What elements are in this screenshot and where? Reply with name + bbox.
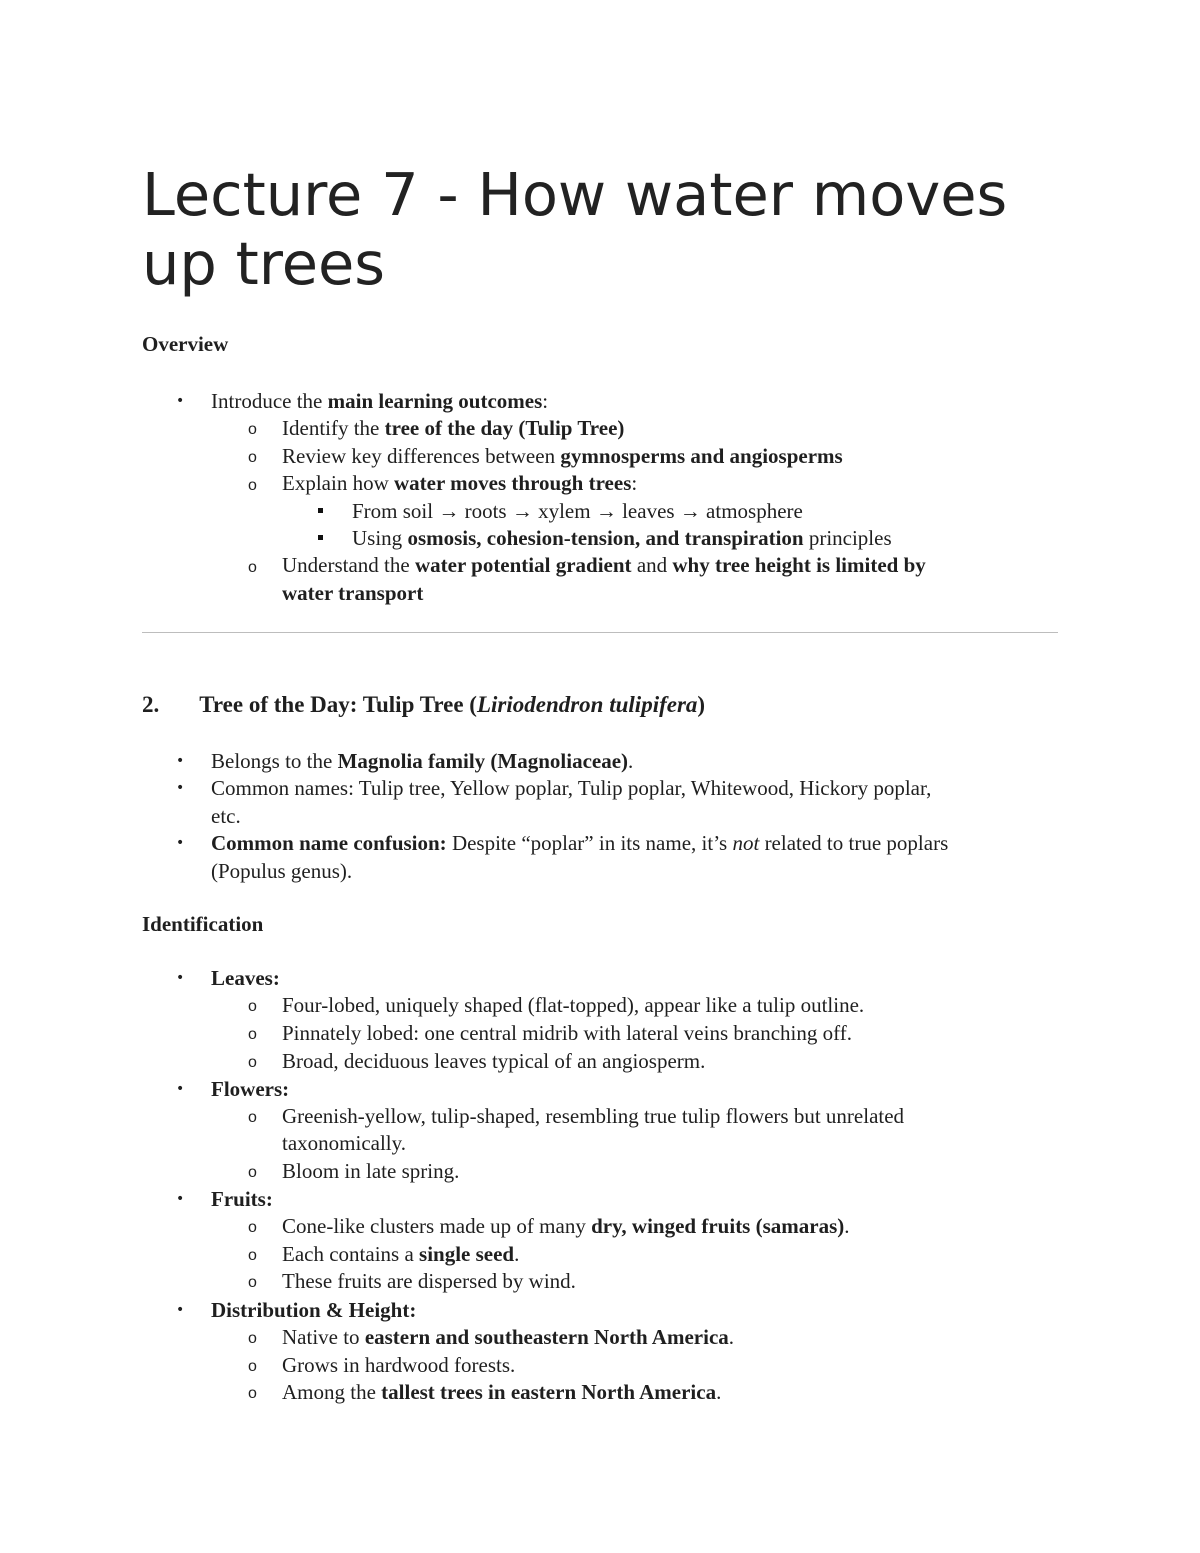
list-item-continuation: etc.: [211, 804, 241, 828]
list-item: Belongs to the Magnolia family (Magnoliaceae).: [211, 749, 634, 773]
list-item: Explain how water moves through trees:: [282, 471, 638, 495]
list-item: Bloom in late spring.: [282, 1159, 460, 1183]
list-item-continuation: taxonomically.: [282, 1131, 407, 1155]
list-item: Four-lobed, uniquely shaped (flat-topped), appear like a tulip outline.: [282, 993, 865, 1017]
list-item: Broad, deciduous leaves typical of an angiosperm.: [282, 1049, 706, 1073]
overview-heading: Overview: [142, 332, 229, 356]
list-item-continuation: (Populus genus).: [211, 859, 353, 883]
list-item: Grows in hardwood forests.: [282, 1353, 516, 1377]
identification-heading: Identification: [142, 912, 264, 936]
sub-bullet-icon: o: [248, 449, 257, 466]
sub-bullet-icon: o: [248, 1219, 257, 1236]
list-item: Using osmosis, cohesion-tension, and transpiration principles: [352, 526, 892, 550]
list-item: Greenish-yellow, tulip-shaped, resembling true tulip flowers but unrelated: [282, 1104, 905, 1128]
list-item: Review key differences between gymnosperms and angiosperms: [282, 444, 843, 468]
list-item: Identify the tree of the day (Tulip Tree): [282, 416, 625, 440]
square-bullet-icon: [318, 535, 323, 540]
bullet-icon: •: [176, 780, 185, 796]
bullet-icon: •: [176, 970, 185, 986]
list-item: Introduce the main learning outcomes:: [211, 389, 549, 413]
square-bullet-icon: [318, 508, 323, 513]
list-item: Among the tallest trees in eastern North America.: [282, 1380, 722, 1404]
list-item: Leaves:: [211, 966, 280, 990]
sub-bullet-icon: o: [248, 421, 257, 438]
list-item: Common names: Tulip tree, Yellow poplar, Tulip poplar, Whitewood, Hickory poplar,: [211, 776, 932, 800]
list-item: Native to eastern and southeastern North America.: [282, 1325, 735, 1349]
bullet-icon: •: [176, 393, 185, 409]
page-title: Lecture 7 - How water moves up trees: [142, 160, 1008, 298]
sub-bullet-icon: o: [248, 1109, 257, 1126]
bullet-icon: •: [176, 1191, 185, 1207]
list-item: Flowers:: [211, 1077, 290, 1101]
sub-bullet-icon: o: [248, 1247, 257, 1264]
list-item: Understand the water potential gradient and why tree height is limited by: [282, 553, 926, 577]
bullet-icon: •: [176, 835, 185, 851]
sub-bullet-icon: o: [248, 998, 257, 1015]
sub-bullet-icon: o: [248, 1054, 257, 1071]
sub-bullet-icon: o: [248, 1358, 257, 1375]
list-item-continuation: water transport: [282, 581, 424, 605]
section-heading: 2. Tree of the Day: Tulip Tree (Liriodendron tulipifera): [142, 692, 706, 717]
list-item: Common name confusion: Despite “poplar” in its name, it’s not related to true poplars: [211, 831, 949, 855]
bullet-icon: •: [176, 1081, 185, 1097]
list-item: From soil → roots → xylem → leaves → atmosphere: [352, 499, 803, 523]
list-item: These fruits are dispersed by wind.: [282, 1269, 576, 1293]
sub-bullet-icon: o: [248, 1385, 257, 1402]
list-item: Fruits:: [211, 1187, 273, 1211]
sub-bullet-icon: o: [248, 1274, 257, 1291]
bullet-icon: •: [176, 753, 185, 769]
list-item: Pinnately lobed: one central midrib with lateral veins branching off.: [282, 1021, 852, 1045]
sub-bullet-icon: o: [248, 477, 257, 494]
sub-bullet-icon: o: [248, 559, 257, 576]
list-item: Each contains a single seed.: [282, 1242, 520, 1266]
horizontal-divider: [142, 632, 1058, 633]
list-item: Cone-like clusters made up of many dry, winged fruits (samaras).: [282, 1214, 850, 1238]
list-item: Distribution & Height:: [211, 1298, 417, 1322]
sub-bullet-icon: o: [248, 1330, 257, 1347]
sub-bullet-icon: o: [248, 1164, 257, 1181]
bullet-icon: •: [176, 1302, 185, 1318]
sub-bullet-icon: o: [248, 1026, 257, 1043]
